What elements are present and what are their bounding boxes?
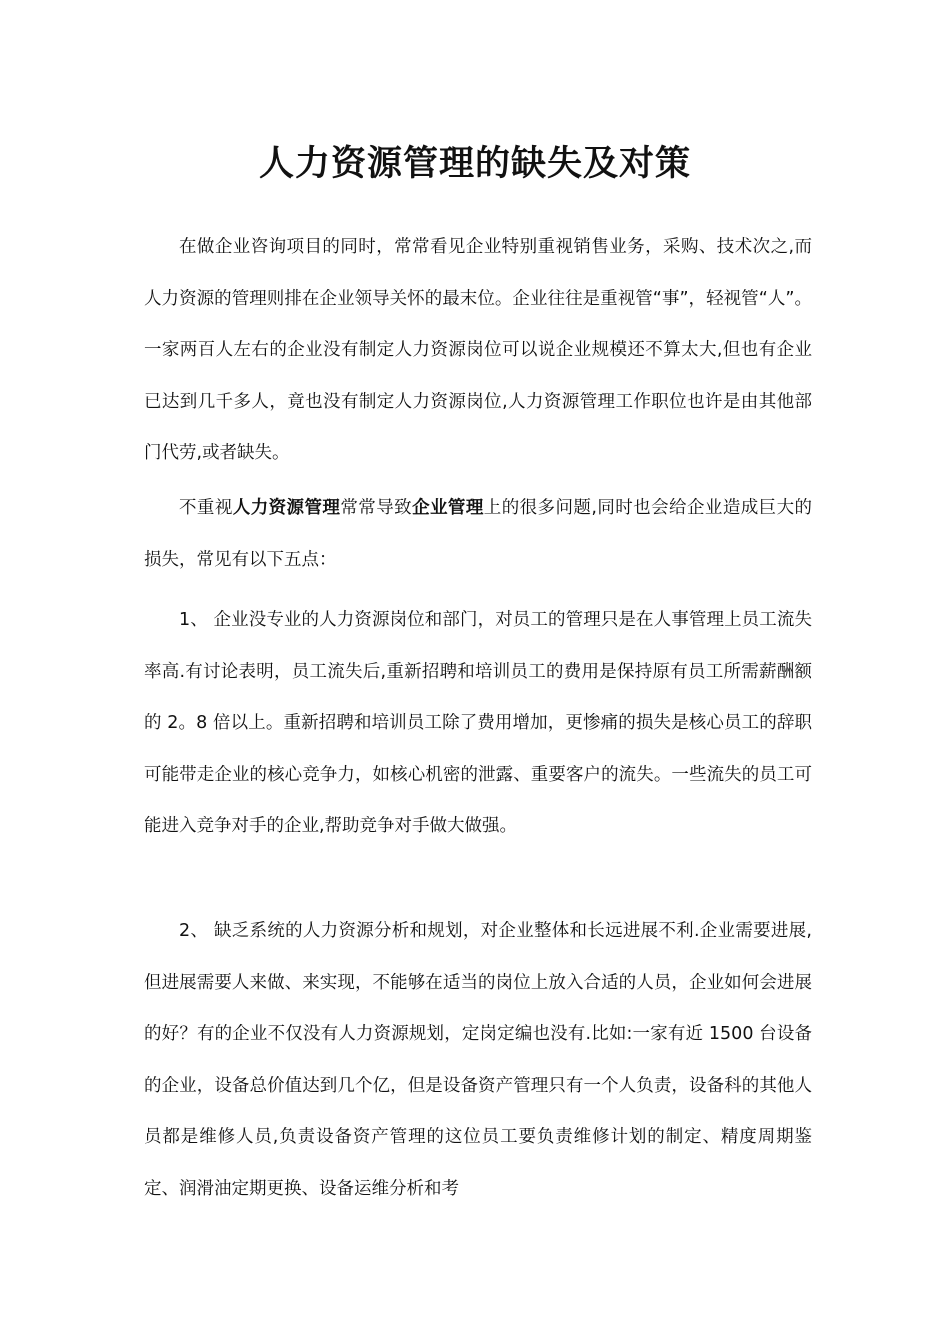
summary-paragraph xyxy=(144,483,812,586)
intro-paragraph: 在做企业咨询项目的同时，常常看见企业特别重视销售业务，采购、技术次之,而人力资源的管理则排在企业领导关怀的最末位。企业往往是重视管“事”，轻视管“人”。一家两百人左右的企业没有制定人力资源岗位可以说企业规模还不算太大,但也有企业已达到几千多人，竟也没有制定人力资源岗位,人力资源管理工作职位也许是由其他部门代劳,或者缺失。 xyxy=(144,237,812,463)
summary-text-3: 上的很多问题,同时也会给企业造成巨大的损失，常见有以下五点： xyxy=(144,498,813,570)
summary-bold-hr-management: 人力资源管理 xyxy=(232,498,341,518)
summary-bold-enterprise-management: 企业管理 xyxy=(412,498,484,518)
point-1-paragraph: 1、 企业没专业的人力资源岗位和部门，对员工的管理只是在人事管理上员工流失率高.有讨论表明，员工流失后,重新招聘和培训员工的费用是保持原有员工所需薪酬额的 2。8 倍以上。重新招聘和培训员工除了费用增加，更惨痛的损失是核心员工的辞职可能带走企业的核心竞争力，如核心机密的泄露、重要客户的流失。一些流失的员工可能进入竞争对手的企业,帮助竞争对手做大做强。 xyxy=(144,610,812,836)
summary-text-1: 不重视 xyxy=(179,498,233,518)
point-2-paragraph: 2、 缺乏系统的人力资源分析和规划，对企业整体和长远进展不利.企业需要进展,但进展需要人来做、来实现，不能够在适当的岗位上放入合适的人员，企业如何会进展的好？有的企业不仅没有人力资源规划，定岗定编也没有.比如:一家有近 1500 台设备的企业，设备总价值达到几个亿，但是设备资产管理只有一个人负责，设备科的其他人员都是维修人员,负责设备资产管理的这位员工要负责维修计划的制定、精度周期鉴定、润滑油定期更换、设备运维分析和考 xyxy=(144,921,812,1199)
summary-text-2: 常常导致 xyxy=(340,498,413,518)
document-title: 人力资源管理的缺失及对策 xyxy=(258,144,691,184)
